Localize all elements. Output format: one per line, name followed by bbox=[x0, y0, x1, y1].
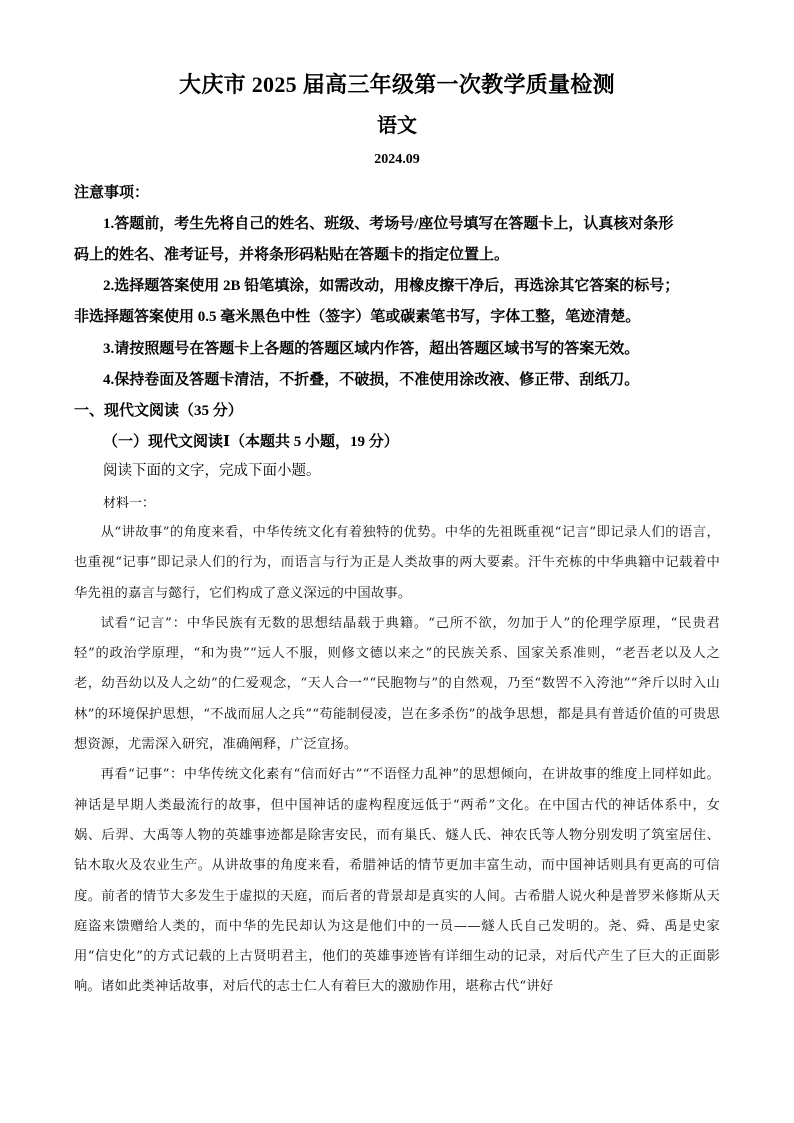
section-heading: 一、现代文阅读（35 分） bbox=[74, 403, 243, 419]
notice-item-1-line-1: 1.答题前，考生先将自己的姓名、班级、考场号/座位号填写在答题卡上，认真核对条形 bbox=[103, 216, 674, 232]
subject-title: 语文 bbox=[377, 115, 417, 137]
passage-paragraph-3: 再看“记事”：中华传统文化素有“信而好古”“不语怪力乱神”的思想倾向，在讲故事的维度上同样如此。神话是早期人类最流行的故事，但中国神话的虚构程度远低于“两希”文化。在中国古代的神话体系中，女娲、后羿、大禹等人物的英雄事迹都是除害安民，而有巢氏、燧人氏、神农氏等人物分别发明了筑室居住、钻木取火及农业生产。从讲故事的角度来看，希腊神话的情节更加丰富生动，而中国神话则具有更高的可信度。前者的情节大多发生于虚拟的天庭，而后者的背景却是真实的人间。古希腊人说火种是普罗米修斯从天庭盗来馈赠给人类的，而中华的先民却认为这是他们中的一员——燧人氏自己发明的。尧、舜、禹是史家用“信史化”的方式记载的上古贤明君主，他们的英雄事迹皆有详细生动的记录，对后代产生了巨大的正面影响。诸如此类神话故事，对后代的志士仁人有着巨大的激励作用，堪称古代“讲好 bbox=[74, 767, 720, 995]
subsection-heading: （一）现代文阅读Ⅰ（本题共 5 小题，19 分） bbox=[103, 434, 399, 450]
notice-item-1-line-2: 码上的姓名、准考证号，并将条形码粘贴在答题卡的指定位置上。 bbox=[74, 247, 510, 263]
reading-instruction: 阅读下面的文字，完成下面小题。 bbox=[103, 463, 321, 479]
notice-heading: 注意事项： bbox=[74, 185, 150, 201]
material-label: 材料一： bbox=[103, 496, 156, 511]
passage-paragraph-2: 试看“记言”：中华民族有无数的思想结晶载于典籍。“己所不欲，勿加于人”的伦理学原理，“民贵君轻”的政治学原理，“和为贵”“远人不服，则修文德以来之”的民族关系、国家关系准则，“老吾老以及人之老，幼吾幼以及人之幼”的仁爱观念，“天人合一”“民胞物与”的自然观，乃至“数罟不入洿池”“斧斤以时入山林”的环境保护思想，“不战而屈人之兵”“苟能制侵凌，岂在多杀伤”的战争思想，都是具有普适价值的可贵思想资源，尤需深入研究，准确阐释，广泛宣扬。 bbox=[74, 615, 720, 753]
notice-item-3: 3.请按照题号在答题卡上各题的答题区域内作答，超出答题区域书写的答案无效。 bbox=[103, 341, 640, 357]
notice-item-4: 4.保持卷面及答题卡清洁，不折叠，不破损，不准使用涂改液、修正带、刮纸刀。 bbox=[103, 372, 640, 388]
exam-date: 2024.09 bbox=[374, 152, 420, 167]
exam-title: 大庆市 2025 届高三年级第一次教学质量检测 bbox=[179, 72, 615, 97]
passage-body bbox=[74, 518, 720, 1003]
passage-paragraph-1: 从“讲故事”的角度来看，中华传统文化有着独特的优势。中华的先祖既重视“记言”即记录人们的语言，也重视“记事”即记录人们的行为，而语言与行为正是人类故事的两大要素。汗牛充栋的中华典籍中记载着中华先祖的嘉言与懿行，它们构成了意义深远的中国故事。 bbox=[74, 525, 720, 601]
notice-item-2-line-1: 2.选择题答案使用 2B 铅笔填涂，如需改动，用橡皮擦干净后，再选涂其它答案的标号； bbox=[103, 278, 680, 294]
notice-item-2-line-2: 非选择题答案使用 0.5 毫米黑色中性（签字）笔或碳素笔书写，字体工整，笔迹清楚。 bbox=[74, 309, 641, 325]
